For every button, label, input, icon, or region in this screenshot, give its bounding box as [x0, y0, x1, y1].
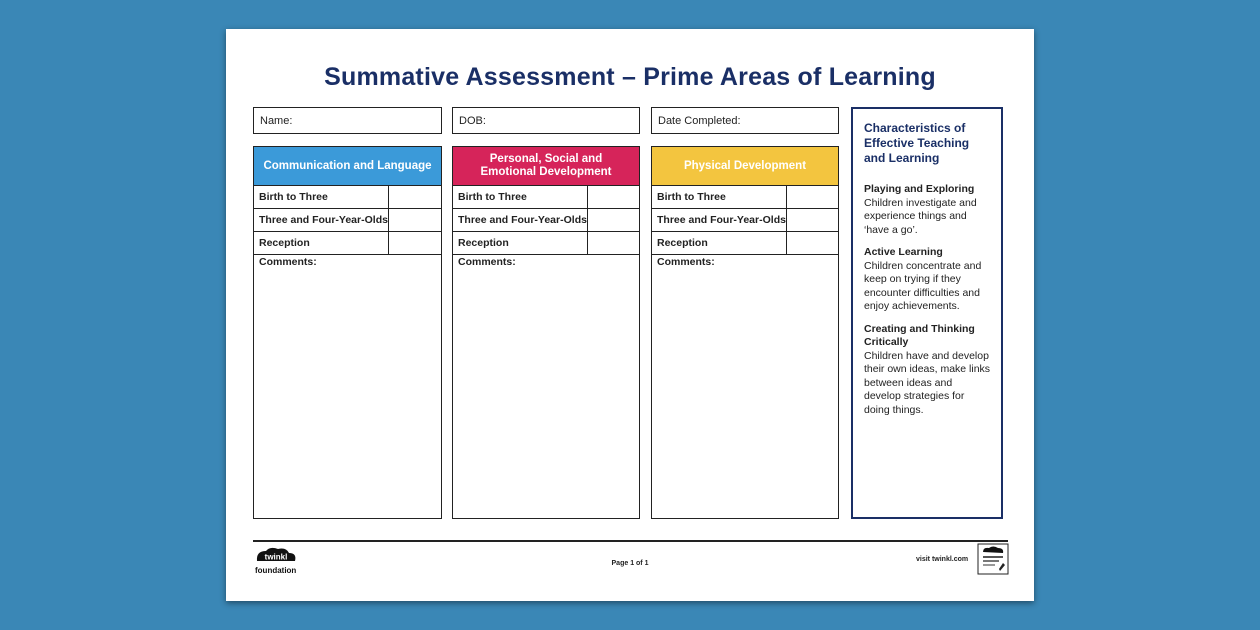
- row-label: Birth to Three: [254, 186, 389, 208]
- row-label: Reception: [254, 232, 389, 254]
- name-field[interactable]: Name:: [253, 107, 442, 134]
- row-value-cell[interactable]: [787, 209, 838, 231]
- column-header: Physical Development: [652, 147, 838, 186]
- row-value-cell[interactable]: [787, 232, 838, 254]
- page-title: Summative Assessment – Prime Areas of Learning: [324, 63, 936, 91]
- comments-label[interactable]: Comments:: [657, 256, 715, 268]
- table-row: [254, 186, 441, 209]
- row-value-cell[interactable]: [588, 186, 639, 208]
- section-text: Children concentrate and keep on trying if they encounter difficulties and enjoy achievements.: [864, 259, 982, 312]
- date-completed-field[interactable]: Date Completed:: [651, 107, 839, 134]
- quality-badge-icon: [977, 543, 1009, 575]
- comments-label[interactable]: Comments:: [259, 256, 317, 268]
- column-personal-social-emotional: [452, 146, 640, 519]
- section-text: Children investigate and experience things and ‘have a go’.: [864, 196, 977, 236]
- table-row: [652, 186, 838, 209]
- row-value-cell[interactable]: [588, 209, 639, 231]
- worksheet-page: [226, 29, 1034, 601]
- column-header: Personal, Social and Emotional Development: [453, 147, 639, 186]
- section-heading: Active Learning: [864, 246, 943, 258]
- table-row: [453, 209, 639, 232]
- column-communication-language: [253, 146, 442, 519]
- comments-label[interactable]: Comments:: [458, 256, 516, 268]
- column-physical-development: [651, 146, 839, 519]
- row-value-cell[interactable]: [389, 209, 441, 231]
- table-row: [254, 209, 441, 232]
- column-header: Communication and Language: [254, 147, 441, 186]
- characteristics-panel: [851, 107, 1003, 519]
- section-heading: Playing and Exploring: [864, 183, 975, 195]
- row-value-cell[interactable]: [389, 232, 441, 254]
- row-label: Birth to Three: [652, 186, 787, 208]
- row-label: Birth to Three: [453, 186, 588, 208]
- page-number: Page 1 of 1: [611, 560, 649, 567]
- row-label: Three and Four-Year-Olds: [652, 209, 787, 231]
- section-heading: Creating and Thinking Critically: [864, 322, 975, 348]
- panel-title: Characteristics of Effective Teaching and Learning: [864, 121, 970, 165]
- row-value-cell[interactable]: [588, 232, 639, 254]
- visit-link[interactable]: visit twinkl.com: [916, 556, 969, 563]
- row-label: Reception: [453, 232, 588, 254]
- table-row: [652, 209, 838, 232]
- row-label: Three and Four-Year-Olds: [453, 209, 588, 231]
- row-label: Three and Four-Year-Olds: [254, 209, 389, 231]
- table-row: [652, 232, 838, 255]
- table-row: [453, 186, 639, 209]
- logo-top-text: twinkl: [264, 552, 288, 562]
- row-value-cell[interactable]: [389, 186, 441, 208]
- row-value-cell[interactable]: [787, 186, 838, 208]
- footer-divider: [253, 540, 1008, 542]
- row-label: Reception: [652, 232, 787, 254]
- section-text: Children have and develop their own ideas, make links between ideas and develop strategies for doing things.: [864, 349, 991, 416]
- dob-field[interactable]: DOB:: [452, 107, 640, 134]
- table-row: [254, 232, 441, 255]
- logo-bottom-text: foundation: [255, 566, 297, 575]
- table-row: [453, 232, 639, 255]
